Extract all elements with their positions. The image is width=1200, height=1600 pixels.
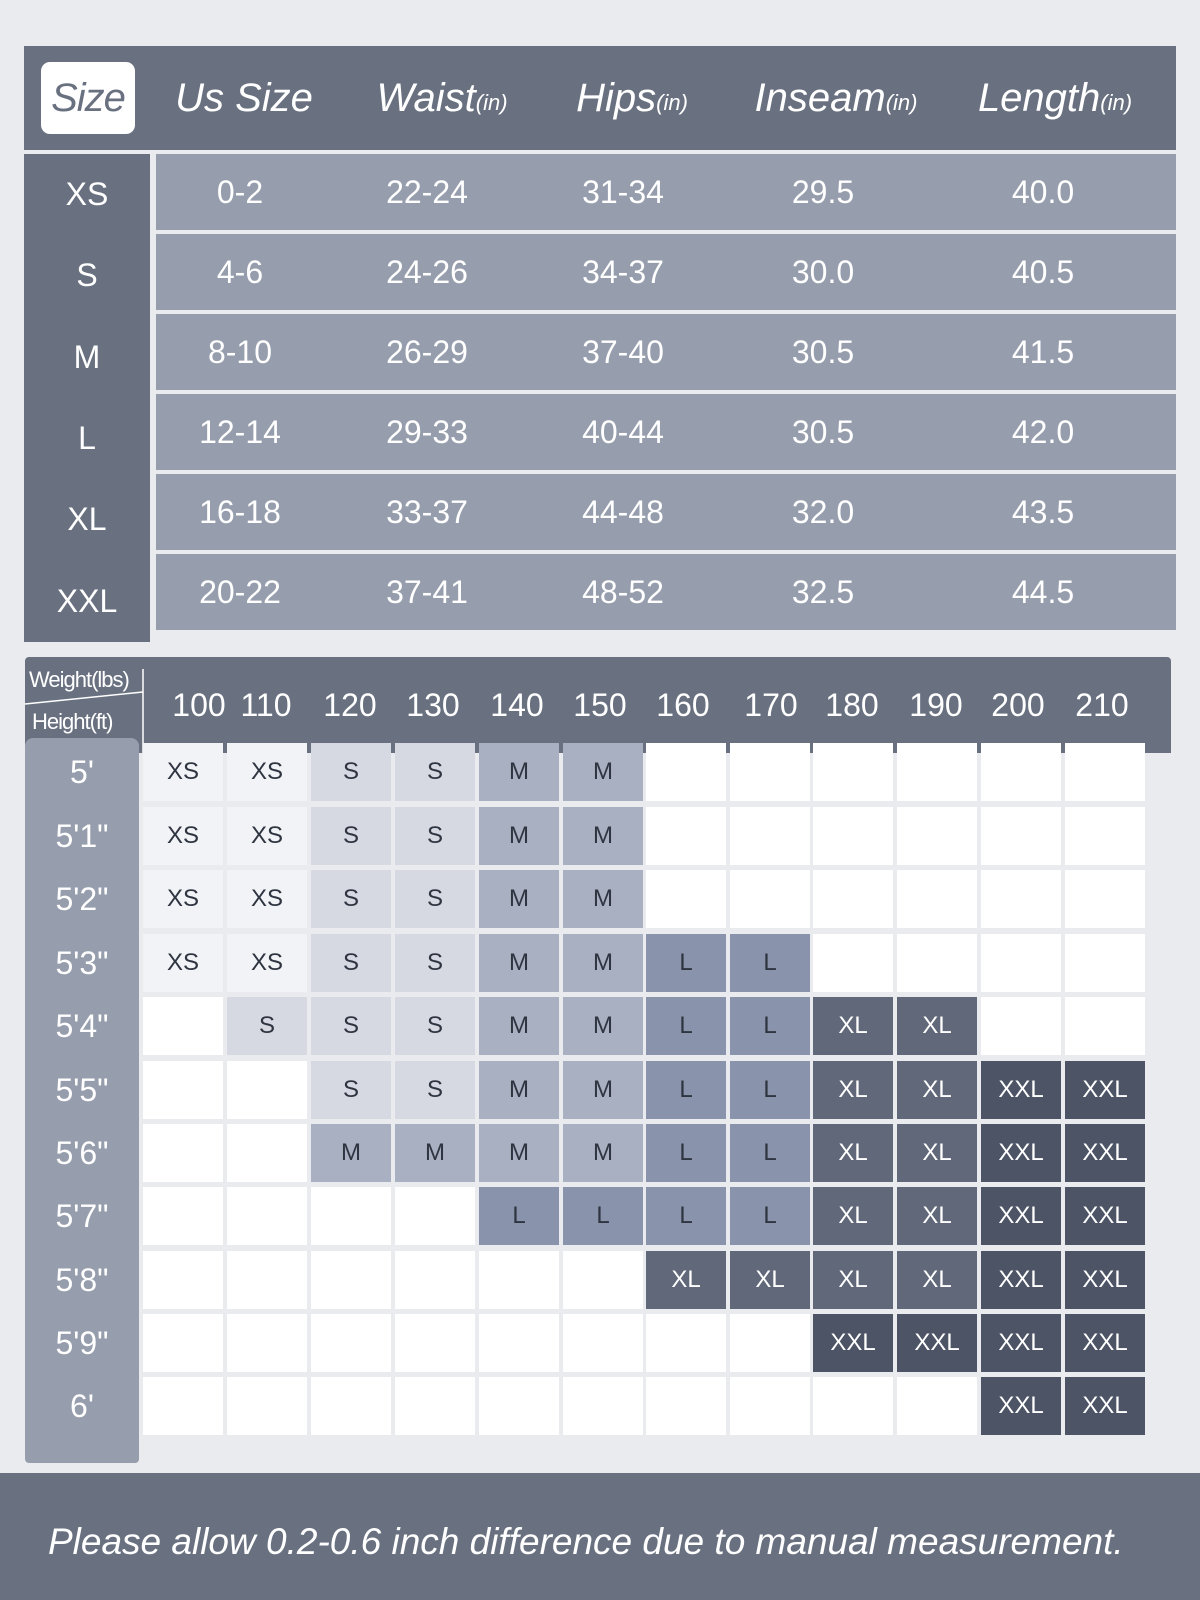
fit-cell: M bbox=[311, 1124, 391, 1182]
table-cell: 16-18 bbox=[199, 493, 281, 530]
fit-cell: S bbox=[311, 1061, 391, 1119]
fit-cell bbox=[479, 1377, 559, 1435]
fit-cell: XS bbox=[143, 743, 223, 801]
fit-cell: S bbox=[311, 997, 391, 1055]
fit-cell bbox=[981, 870, 1061, 928]
fit-cell: S bbox=[311, 807, 391, 865]
fit-cell: XL bbox=[813, 997, 893, 1055]
fit-cell: L bbox=[730, 1061, 810, 1119]
fit-cell bbox=[395, 1314, 475, 1372]
table-row bbox=[156, 314, 1176, 390]
fit-cell: M bbox=[563, 934, 643, 992]
size-label: XXL bbox=[56, 582, 118, 619]
weight-label: 180 bbox=[825, 686, 879, 723]
footer-banner bbox=[0, 1473, 1200, 1600]
fit-cell bbox=[143, 1314, 223, 1372]
weight-label: 130 bbox=[406, 686, 460, 723]
fit-cell: S bbox=[395, 743, 475, 801]
size-measurement-table bbox=[24, 46, 1176, 619]
size-label: XS bbox=[65, 176, 109, 213]
table-row bbox=[156, 154, 1176, 230]
fit-cell bbox=[395, 1251, 475, 1309]
height-label: 5'6" bbox=[55, 1135, 109, 1171]
fit-cell bbox=[813, 870, 893, 928]
fit-cell: XL bbox=[813, 1061, 893, 1119]
fit-cell bbox=[981, 743, 1061, 801]
table-cell: 32.0 bbox=[791, 493, 855, 530]
fit-cell bbox=[646, 743, 726, 801]
fit-cell bbox=[563, 1377, 643, 1435]
fit-cell bbox=[981, 934, 1061, 992]
fit-cell: XXL bbox=[981, 1314, 1061, 1372]
fit-cell: XL bbox=[897, 1061, 977, 1119]
fit-cell bbox=[395, 1187, 475, 1245]
height-label: 5'1" bbox=[55, 818, 109, 854]
fit-cell: S bbox=[395, 997, 475, 1055]
fit-cell: XS bbox=[143, 807, 223, 865]
weight-label: 170 bbox=[744, 686, 798, 723]
fit-cell: M bbox=[479, 1061, 559, 1119]
fit-cell: M bbox=[563, 1061, 643, 1119]
fit-cell: M bbox=[479, 934, 559, 992]
fit-cell: S bbox=[311, 870, 391, 928]
fit-cell bbox=[813, 743, 893, 801]
weight-label: 190 bbox=[909, 686, 963, 723]
table-cell: 8-10 bbox=[207, 333, 273, 370]
fit-cell bbox=[1065, 997, 1145, 1055]
fit-cell: XXL bbox=[981, 1187, 1061, 1245]
height-label: 5'7" bbox=[55, 1198, 109, 1234]
fit-cell bbox=[646, 807, 726, 865]
size-label: L bbox=[78, 420, 96, 457]
fit-cell: XS bbox=[143, 934, 223, 992]
column-header-label: Waist bbox=[376, 75, 476, 120]
weight-label: 210 bbox=[1075, 686, 1129, 723]
fit-cell bbox=[813, 807, 893, 865]
fit-cell: M bbox=[479, 743, 559, 801]
fit-cell bbox=[1065, 807, 1145, 865]
fit-cell bbox=[897, 743, 977, 801]
fit-cell: M bbox=[395, 1124, 475, 1182]
fit-cell: XL bbox=[897, 1251, 977, 1309]
fit-cell: XS bbox=[227, 807, 307, 865]
table-cell: 37-40 bbox=[582, 333, 664, 370]
height-column bbox=[25, 738, 139, 1463]
size-badge: Size bbox=[41, 62, 135, 134]
fit-cell: XL bbox=[813, 1124, 893, 1182]
fit-cell: XL bbox=[813, 1251, 893, 1309]
column-header bbox=[342, 46, 542, 150]
column-header-label: Inseam bbox=[754, 75, 886, 120]
fit-cell bbox=[227, 1251, 307, 1309]
size-label: XL bbox=[67, 501, 107, 538]
fit-cell bbox=[646, 1377, 726, 1435]
table-row bbox=[156, 554, 1176, 630]
table-row bbox=[156, 394, 1176, 470]
fit-cell: M bbox=[479, 870, 559, 928]
height-label: 5'9" bbox=[55, 1325, 109, 1361]
table-cell: 30.5 bbox=[791, 413, 855, 450]
fit-cell bbox=[730, 807, 810, 865]
size-label: S bbox=[76, 257, 98, 294]
height-axis-label: Height(ft) bbox=[32, 709, 113, 734]
fit-cell bbox=[143, 1251, 223, 1309]
fit-cell: XL bbox=[897, 997, 977, 1055]
fit-cell bbox=[981, 807, 1061, 865]
table-cell: 44.5 bbox=[1011, 573, 1075, 610]
table-cell: 4-6 bbox=[216, 253, 264, 290]
fit-cell bbox=[730, 1377, 810, 1435]
column-header-unit: (in) bbox=[656, 90, 688, 115]
fit-cell bbox=[143, 1187, 223, 1245]
table-cell: 33-37 bbox=[386, 493, 468, 530]
fit-cell: L bbox=[730, 1124, 810, 1182]
fit-cell: XS bbox=[143, 870, 223, 928]
fit-cell: L bbox=[730, 997, 810, 1055]
fit-cell: S bbox=[227, 997, 307, 1055]
fit-cell: XXL bbox=[1065, 1314, 1145, 1372]
column-header-unit: (in) bbox=[1100, 90, 1133, 115]
size-table-header bbox=[24, 46, 1176, 150]
fit-cell bbox=[813, 934, 893, 992]
table-cell: 22-24 bbox=[386, 173, 468, 210]
fit-cell: XXL bbox=[813, 1314, 893, 1372]
fit-cell bbox=[143, 1377, 223, 1435]
fit-cell: XS bbox=[227, 743, 307, 801]
fit-cell: L bbox=[646, 1187, 726, 1245]
fit-cell: M bbox=[563, 743, 643, 801]
table-cell: 44-48 bbox=[582, 493, 664, 530]
table-cell: 30.0 bbox=[791, 253, 855, 290]
weight-label: 120 bbox=[323, 686, 377, 723]
column-header bbox=[144, 46, 344, 150]
column-header-label: Hips bbox=[576, 75, 657, 120]
fit-cell bbox=[813, 1377, 893, 1435]
fit-cell: XXL bbox=[1065, 1061, 1145, 1119]
fit-grid-header bbox=[25, 657, 1171, 753]
fit-cell: S bbox=[395, 807, 475, 865]
fit-cell bbox=[730, 1314, 810, 1372]
fit-cell: L bbox=[646, 1061, 726, 1119]
fit-cell: S bbox=[311, 743, 391, 801]
table-cell: 48-52 bbox=[582, 573, 664, 610]
fit-cell: S bbox=[395, 1061, 475, 1119]
fit-cell: M bbox=[563, 1124, 643, 1182]
table-cell: 42.0 bbox=[1011, 413, 1075, 450]
weight-label: 150 bbox=[573, 686, 627, 723]
fit-cell: XXL bbox=[1065, 1377, 1145, 1435]
fit-cell bbox=[1065, 743, 1145, 801]
height-label: 5'3" bbox=[55, 945, 109, 981]
fit-cell bbox=[143, 1124, 223, 1182]
fit-cell: XXL bbox=[981, 1251, 1061, 1309]
fit-cell bbox=[1065, 870, 1145, 928]
fit-cell bbox=[730, 743, 810, 801]
fit-cell: XXL bbox=[981, 1061, 1061, 1119]
fit-cell bbox=[563, 1251, 643, 1309]
table-cell: 40-44 bbox=[582, 413, 664, 450]
fit-cell bbox=[311, 1187, 391, 1245]
fit-cell: L bbox=[730, 1187, 810, 1245]
fit-cell bbox=[730, 870, 810, 928]
height-label: 5' bbox=[70, 754, 94, 790]
fit-cell: XL bbox=[730, 1251, 810, 1309]
fit-cell bbox=[1065, 934, 1145, 992]
weight-label: 140 bbox=[490, 686, 544, 723]
weight-label: 100 bbox=[172, 686, 226, 723]
table-cell: 0-2 bbox=[216, 173, 264, 210]
size-label: M bbox=[73, 338, 101, 375]
fit-cell: M bbox=[479, 807, 559, 865]
table-cell: 32.5 bbox=[791, 573, 855, 610]
fit-cell: XXL bbox=[981, 1377, 1061, 1435]
fit-cell: M bbox=[479, 1124, 559, 1182]
fit-cell: L bbox=[730, 934, 810, 992]
fit-cell bbox=[143, 997, 223, 1055]
fit-cell bbox=[311, 1251, 391, 1309]
fit-cell bbox=[311, 1377, 391, 1435]
column-header-label: Us Size bbox=[175, 75, 313, 120]
table-cell: 40.0 bbox=[1011, 173, 1075, 210]
fit-cell bbox=[646, 870, 726, 928]
fit-cell: XL bbox=[897, 1124, 977, 1182]
fit-cell: M bbox=[479, 997, 559, 1055]
column-header-label: Length bbox=[977, 75, 1101, 120]
weight-label: 110 bbox=[240, 686, 292, 723]
height-label: 5'4" bbox=[55, 1008, 109, 1044]
table-cell: 26-29 bbox=[386, 333, 468, 370]
fit-cell: XXL bbox=[981, 1124, 1061, 1182]
fit-cell: S bbox=[311, 934, 391, 992]
table-cell: 12-14 bbox=[199, 413, 281, 450]
fit-cell bbox=[479, 1314, 559, 1372]
size-column bbox=[24, 154, 150, 642]
fit-cell bbox=[897, 870, 977, 928]
height-label: 6' bbox=[70, 1388, 94, 1424]
table-row bbox=[156, 474, 1176, 550]
fit-cell: L bbox=[479, 1187, 559, 1245]
fit-cell: L bbox=[646, 1124, 726, 1182]
fit-cell: L bbox=[646, 997, 726, 1055]
fit-cell: XL bbox=[897, 1187, 977, 1245]
fit-cell bbox=[646, 1314, 726, 1372]
table-row bbox=[156, 234, 1176, 310]
fit-cell bbox=[227, 1314, 307, 1372]
fit-cell bbox=[395, 1377, 475, 1435]
fit-cell: XXL bbox=[897, 1314, 977, 1372]
table-cell: 34-37 bbox=[582, 253, 664, 290]
table-cell: 29.5 bbox=[791, 173, 855, 210]
fit-cell: M bbox=[563, 997, 643, 1055]
table-cell: 30.5 bbox=[791, 333, 855, 370]
fit-cell bbox=[897, 1377, 977, 1435]
fit-cell bbox=[311, 1314, 391, 1372]
fit-cell bbox=[227, 1377, 307, 1435]
fit-cell: XXL bbox=[1065, 1187, 1145, 1245]
height-label: 5'5" bbox=[55, 1072, 109, 1108]
height-label: 5'8" bbox=[55, 1262, 109, 1298]
weight-label: 160 bbox=[656, 686, 710, 723]
fit-cell: S bbox=[395, 934, 475, 992]
fit-cell bbox=[897, 934, 977, 992]
fit-cell: M bbox=[563, 870, 643, 928]
fit-cell: XS bbox=[227, 934, 307, 992]
fit-cell bbox=[897, 807, 977, 865]
fit-cell bbox=[981, 997, 1061, 1055]
fit-cell bbox=[563, 1314, 643, 1372]
table-cell: 20-22 bbox=[199, 573, 281, 610]
column-header bbox=[955, 46, 1155, 150]
table-cell: 43.5 bbox=[1011, 493, 1075, 530]
weight-label: 200 bbox=[991, 686, 1045, 723]
measurement-note: Please allow 0.2-0.6 inch difference due to manual measurement. bbox=[48, 1521, 1124, 1562]
fit-cell bbox=[227, 1061, 307, 1119]
fit-cell bbox=[227, 1124, 307, 1182]
fit-cell: S bbox=[395, 870, 475, 928]
size-table-body bbox=[156, 154, 1176, 634]
fit-cell: L bbox=[563, 1187, 643, 1245]
table-cell: 29-33 bbox=[386, 413, 468, 450]
height-label: 5'2" bbox=[55, 881, 109, 917]
fit-cell: XL bbox=[813, 1187, 893, 1245]
fit-cell: L bbox=[646, 934, 726, 992]
fit-cell: XS bbox=[227, 870, 307, 928]
fit-cell: XXL bbox=[1065, 1124, 1145, 1182]
table-cell: 31-34 bbox=[582, 173, 664, 210]
fit-cell bbox=[227, 1187, 307, 1245]
table-cell: 40.5 bbox=[1011, 253, 1075, 290]
fit-cell: M bbox=[563, 807, 643, 865]
column-header-unit: (in) bbox=[885, 90, 918, 115]
weight-axis-label: Weight(lbs) bbox=[29, 667, 129, 692]
column-header-unit: (in) bbox=[475, 90, 508, 115]
column-header bbox=[532, 46, 732, 150]
fit-cell: XL bbox=[646, 1251, 726, 1309]
table-cell: 24-26 bbox=[386, 253, 468, 290]
table-cell: 41.5 bbox=[1011, 333, 1075, 370]
fit-cell bbox=[143, 1061, 223, 1119]
table-cell: 37-41 bbox=[386, 573, 468, 610]
weight-height-fit-grid bbox=[25, 657, 1177, 1463]
fit-cell: XXL bbox=[1065, 1251, 1145, 1309]
fit-cell bbox=[479, 1251, 559, 1309]
column-header bbox=[736, 46, 936, 150]
